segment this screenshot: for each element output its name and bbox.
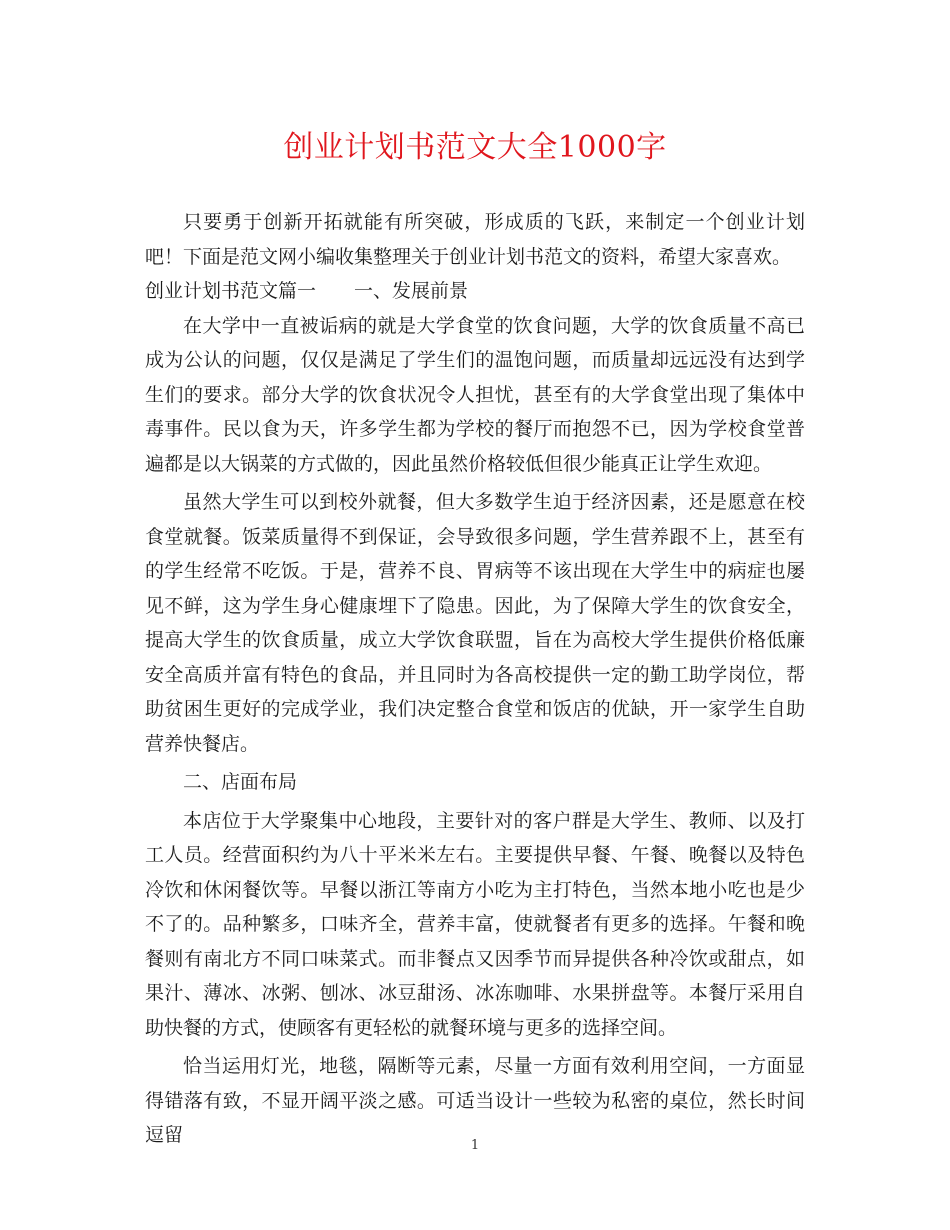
section-label: 创业计划书范文篇一 [145, 280, 317, 302]
document-title: 创业计划书范文大全1000字 [283, 130, 667, 165]
paragraph-1: 在大学中一直被诟病的就是大学食堂的饮食问题，大学的饮食质量不高已成为公认的问题，仅仅是满足了学生们的温饱问题，而质量却远远没有达到学生们的要求。部分大学的饮食状况令人担忧，甚至有的大学食堂出现了集体中毒事件。民以食为天，许多学生都为学校的餐厅而抱怨不已，因为学校食堂普遍都是以大锅菜的方式做的，因此虽然价格较低但很少能真正让学生欢迎。 [145, 314, 805, 475]
paragraph-4: 恰当运用灯光，地毯，隔断等元素，尽量一方面有效利用空间，一方面显得错落有致，不显开阔平淡之感。可适当设计一些较为私密的桌位，然长时间逗留 [145, 1055, 805, 1146]
heading-store-layout: 二、店面布局 [183, 771, 298, 793]
intro-paragraph: 只要勇于创新开拓就能有所突破，形成质的飞跃，来制定一个创业计划吧！下面是范文网小编收集整理关于创业计划书范文的资料，希望大家喜欢。 [145, 211, 805, 268]
section-heading: 一、发展前景 [354, 280, 469, 302]
paragraph-3: 本店位于大学聚集中心地段，主要针对的客户群是大学生、教师、以及打工人员。经营面积约为八十平米米左右。主要提供早餐、午餐、晚餐以及特色冷饮和休闲餐饮等。早餐以浙江等南方小吃为主打特色，当然本地小吃也是少不了的。品种繁多，口味齐全，营养丰富，使就餐者有更多的选择。午餐和晚餐则有南北方不同口味菜式。而非餐点又因季节而异提供各种冷饮或甜点，如果汁、薄冰、冰粥、刨冰、冰豆甜汤、冰冻咖啡、水果拼盘等。本餐厅采用自助快餐的方式，使顾客有更轻松的就餐环境与更多的选择空间。 [145, 809, 805, 1039]
section-heading-line [145, 274, 805, 309]
paragraph-2: 虽然大学生可以到校外就餐，但大多数学生迫于经济因素，还是愿意在校食堂就餐。饭菜质量得不到保证，会导致很多问题，学生营养跟不上，甚至有的学生经常不吃饭。于是，营养不良、胃病等不该出现在大学生中的病症也屡见不鲜，这为学生身心健康埋下了隐患。因此，为了保障大学生的饮食安全，提高大学生的饮食质量，成立大学饮食联盟，旨在为高校大学生提供价格低廉安全高质并富有特色的食品，并且同时为各高校提供一定的勤工助学岗位，帮助贫困生更好的完成学业，我们决定整合食堂和饭店的优缺，开一家学生自助营养快餐店。 [145, 491, 805, 755]
document-body [145, 205, 805, 1153]
page-number: 1 [470, 1138, 480, 1153]
